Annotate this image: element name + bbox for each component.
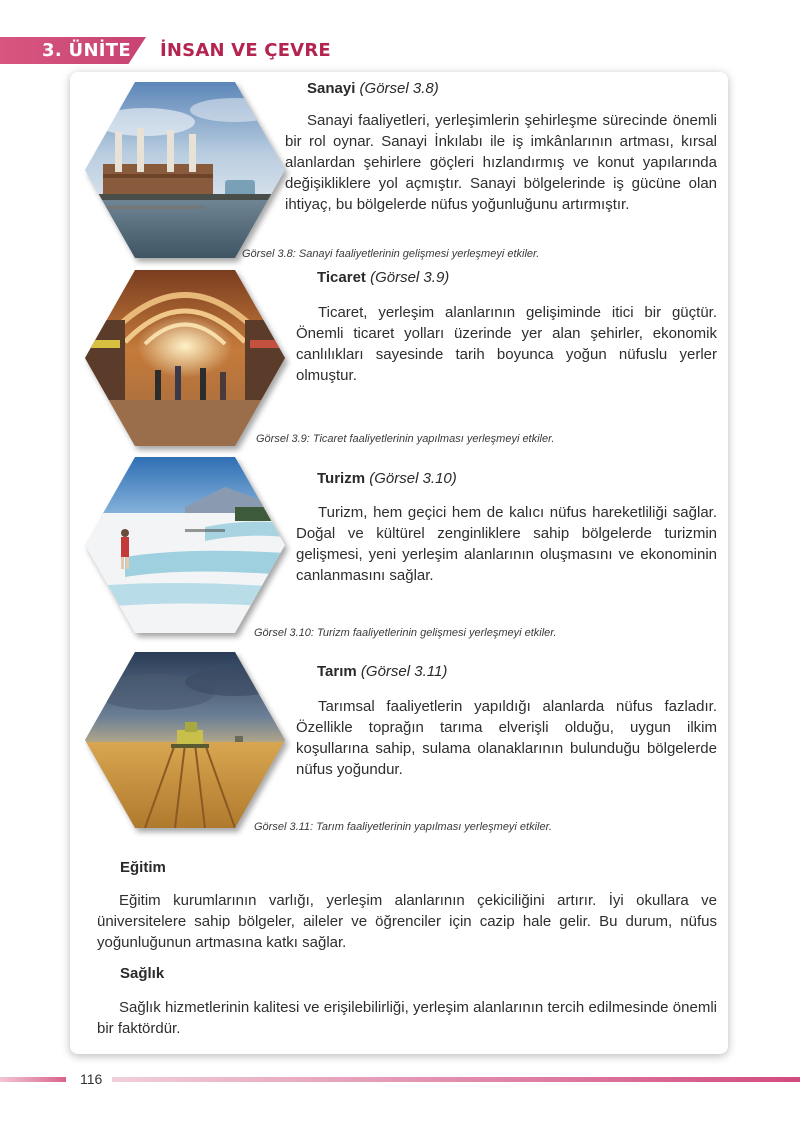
text-health: Sağlık hizmetlerinin kalitesi ve erişilebilirliği, yerleşim alanlarının tercih edilmesinde önemli bir faktördür. [97, 999, 717, 1037]
caption-industry: Görsel 3.8: Sanayi faaliyetlerinin gelişmesi yerleşmeyi etkiler. [242, 248, 540, 260]
unit-title: İNSAN VE ÇEVRE [160, 40, 331, 61]
factory-image [85, 82, 285, 258]
text-education: Eğitim kurumlarının varlığı, yerleşim alanlarının çekiciliğini artırır. İyi okullara ve üniversitelere sahip bölgeler, aileler ve öğrenciler için cazip hale gelir. Bu durum, nüfus yoğunluğunun artmasına katkı sağlar. [97, 892, 717, 951]
section-ref: (Görsel 3.8) [359, 80, 439, 97]
section-text-tourism: Turizm, hem geçici hem de kalıcı nüfus hareketliliği sağlar. Doğal ve kültürel zenginliklere sahip bölgelerde turizmin gelişmesi, yeni yerleşim alanlarının oluşmasını ve ekonominin canlanmasını sağlar. [296, 504, 717, 584]
section-ref: (Görsel 3.10) [369, 470, 457, 487]
section-text-trade: Ticaret, yerleşim alanlarının gelişiminde itici bir güçtür. Önemli ticaret yolları üzerinde yer alan şehirler, ekonomik canlılıkları sayesinde tarih boyunca yoğun nüfuslu yerler olmuştur. [296, 304, 717, 384]
subheading-health: Sağlık [120, 965, 165, 982]
caption-agriculture: Görsel 3.11: Tarım faaliyetlerinin yapılması yerleşmeyi etkiler. [254, 821, 552, 833]
hex-image-tourism [85, 457, 285, 633]
section-title-agriculture [317, 663, 447, 680]
caption-tourism: Görsel 3.10: Turizm faaliyetlerinin gelişmesi yerleşmeyi etkiler. [254, 627, 557, 639]
footer-bar-right [112, 1077, 800, 1082]
caption-trade: Görsel 3.9: Ticaret faaliyetlerinin yapılması yerleşmeyi etkiler. [256, 433, 555, 445]
bazaar-image [85, 270, 285, 446]
travertine-image [85, 457, 285, 633]
section-text-agriculture: Tarımsal faaliyetlerin yapıldığı alanlarda nüfus fazladır. Özellikle toprağın tarıma elverişli olduğu, uygun ilkim koşullarına sahip, sulama olanaklarının bulunduğu bölgelerde nüfus yoğundur. [296, 698, 717, 778]
page-number: 116 [80, 1071, 103, 1087]
section-heading: Sanayi [307, 80, 356, 97]
hex-image-agriculture [85, 652, 285, 828]
section-text-industry: Sanayi faaliyetleri, yerleşimlerin şehirleşme sürecinde önemli bir rol oynar. Sanayi İnkılabı ile iş imkânlarının artması, kırsal alanlardan şehirlere göçleri hızlandırmış ve konut yapılarında değişikliklere yol açmıştır. Sanayi bölgelerinde iş gücüne olan ihtiyaç, bu bölgelerde nüfus yoğunluğunu artırmıştır. [285, 112, 717, 213]
section-ref: (Görsel 3.9) [370, 269, 450, 286]
subheading-education: Eğitim [120, 859, 166, 876]
section-ref: (Görsel 3.11) [360, 663, 448, 680]
section-heading: Turizm [317, 470, 366, 487]
unit-label: 3. ÜNİTE [42, 40, 131, 61]
hex-image-industry [85, 82, 285, 258]
section-title-industry [307, 80, 439, 97]
hex-image-trade [85, 270, 285, 446]
section-title-tourism [317, 470, 457, 487]
section-heading: Tarım [317, 663, 357, 680]
footer-bar-left [0, 1077, 66, 1082]
harvester-image [85, 652, 285, 828]
section-title-trade [317, 269, 449, 286]
section-heading: Ticaret [317, 269, 366, 286]
